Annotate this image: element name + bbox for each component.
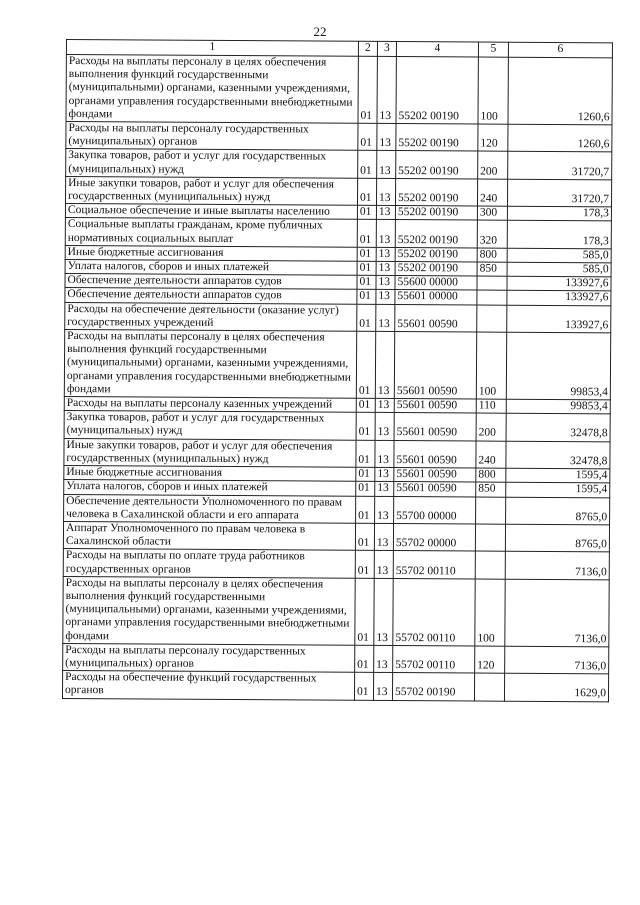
column-header: 5 xyxy=(478,42,508,57)
table-row xyxy=(66,122,612,153)
table-row xyxy=(64,438,610,469)
table-row xyxy=(63,643,609,674)
section-code-cell: 01 xyxy=(355,578,374,645)
expense-type-cell: 850 xyxy=(476,482,506,496)
budget-table xyxy=(62,39,613,702)
target-article-cell: 55202 00190 xyxy=(395,206,477,221)
expense-type-cell xyxy=(475,524,505,552)
target-article-cell: 55601 00590 xyxy=(394,332,476,400)
subsection-code-cell: 13 xyxy=(376,290,395,304)
table-row xyxy=(65,302,611,333)
expense-type-cell: 200 xyxy=(476,413,506,441)
column-header: 2 xyxy=(358,41,377,56)
row-name-cell: Обеспечение деятельности Уполномоченного по правам человека в Сахалинской области и его аппарата xyxy=(64,494,356,523)
row-name-cell: Аппарат Уполномоченного по правам человека в Сахалинской области xyxy=(63,521,355,550)
amount-cell: 1595,4 xyxy=(506,482,610,497)
table-row xyxy=(63,549,609,580)
target-article-cell: 55601 00590 xyxy=(395,304,477,332)
subsection-code-cell: 13 xyxy=(373,673,392,701)
expense-type-cell xyxy=(477,290,507,304)
target-article-cell: 55202 00190 xyxy=(395,247,477,262)
expense-type-cell: 800 xyxy=(476,468,506,482)
section-code-cell: 01 xyxy=(355,645,374,673)
subsection-code-cell: 13 xyxy=(377,151,396,179)
expense-type-cell xyxy=(474,673,504,701)
amount-cell: 99853,4 xyxy=(506,332,610,400)
target-article-cell: 55601 00590 xyxy=(394,482,476,497)
expense-type-cell: 100 xyxy=(475,579,505,646)
row-name-cell: Расходы на выплаты по оплате труда работников государственных органов xyxy=(63,549,355,578)
target-article-cell: 55202 00190 xyxy=(396,57,478,125)
table-row xyxy=(63,521,609,552)
expense-type-cell: 240 xyxy=(476,441,506,469)
subsection-code-cell: 13 xyxy=(376,178,395,206)
amount-cell: 7136,0 xyxy=(505,646,609,674)
row-name-cell: Уплата налогов, сборов и иных платежей xyxy=(64,480,356,496)
row-name-cell: Расходы на выплаты персоналу в целях обеспечения выполнения функций государственными (муниципальными) органами, казенными учреждениями, органами управления государственными внебюджетными фондами xyxy=(66,55,358,124)
subsection-code-cell: 13 xyxy=(375,467,394,481)
column-header: 4 xyxy=(396,42,478,58)
amount-cell: 31720,7 xyxy=(508,152,612,180)
target-article-cell: 55601 00000 xyxy=(395,290,477,305)
row-name-cell: Обеспечение деятельности аппаратов судов xyxy=(65,274,357,290)
section-code-cell: 01 xyxy=(357,304,376,332)
row-name-cell: Закупка товаров, работ и услуг для государственных (муниципальных) нужд xyxy=(66,149,358,178)
target-article-cell: 55601 00590 xyxy=(394,468,476,483)
expense-type-cell: 320 xyxy=(477,220,507,248)
subsection-code-cell: 13 xyxy=(375,413,394,441)
amount-cell: 1595,4 xyxy=(506,468,610,483)
section-code-cell: 01 xyxy=(355,523,374,551)
table-row xyxy=(64,411,610,442)
row-name-cell: Обеспечение деятельности аппаратов судов xyxy=(65,288,357,304)
row-name-cell: Расходы на выплаты персоналу в целях обеспечения выполнения функций государственными (муниципальными) органами, казенными учреждениями, органами управления государственными внебюджетными фондами xyxy=(63,576,355,645)
section-code-cell: 01 xyxy=(357,206,376,220)
subsection-code-cell: 13 xyxy=(375,398,394,412)
row-name-cell: Расходы на выплаты персоналу казенных учреждений xyxy=(64,397,356,413)
section-code-cell: 01 xyxy=(354,672,373,700)
subsection-code-cell: 13 xyxy=(376,304,395,332)
section-code-cell: 01 xyxy=(357,178,376,206)
column-header: 1 xyxy=(66,40,358,57)
row-name-cell: Закупка товаров, работ и услуг для государственных (муниципальных) нужд xyxy=(64,411,356,440)
target-article-cell: 55702 00110 xyxy=(393,578,475,646)
target-article-cell: 55601 00590 xyxy=(394,399,476,414)
subsection-code-cell: 13 xyxy=(376,220,395,248)
row-name-cell: Расходы на обеспечение деятельности (оказание услуг) государственных учреждений xyxy=(65,302,357,331)
section-code-cell: 01 xyxy=(356,482,375,496)
target-article-cell: 55202 00190 xyxy=(395,178,477,206)
expense-type-cell: 110 xyxy=(476,399,506,413)
section-code-cell: 01 xyxy=(358,123,377,151)
subsection-code-cell: 13 xyxy=(374,523,393,551)
table-row xyxy=(64,330,610,400)
target-article-cell: 55702 00190 xyxy=(392,673,474,701)
row-name-cell: Расходы на выплаты персоналу государственных (муниципальных) органов xyxy=(66,122,358,151)
row-name-cell: Иные закупки товаров, работ и услуг для обеспечения государственных (муниципальных) нужд xyxy=(64,438,356,467)
expense-type-cell xyxy=(475,551,505,579)
section-code-cell: 01 xyxy=(356,398,375,412)
row-name-cell: Социальные выплаты гражданам, кроме публичных нормативных социальных выплат xyxy=(65,218,357,247)
section-code-cell: 01 xyxy=(356,331,375,398)
section-code-cell: 01 xyxy=(356,413,375,441)
subsection-code-cell: 13 xyxy=(375,482,394,496)
row-name-cell: Иные бюджетные ассигнования xyxy=(64,466,356,482)
amount-cell: 99853,4 xyxy=(506,399,610,414)
target-article-cell: 55702 00110 xyxy=(393,645,475,673)
subsection-code-cell: 13 xyxy=(374,551,393,579)
amount-cell: 178,3 xyxy=(507,221,611,249)
subsection-code-cell: 13 xyxy=(374,578,393,645)
table-row xyxy=(63,576,609,646)
subsection-code-cell: 13 xyxy=(376,276,395,290)
subsection-code-cell: 13 xyxy=(376,247,395,261)
amount-cell: 7136,0 xyxy=(505,579,609,647)
budget-table-container xyxy=(62,39,612,702)
row-name-cell: Расходы на выплаты персоналу в целях обеспечения выполнения функций государственными (муниципальными) органами, казенными учреждениями, органами управления государственными внебюджетными фондами xyxy=(64,330,356,399)
amount-cell: 585,0 xyxy=(507,248,611,263)
expense-type-cell: 120 xyxy=(475,646,505,674)
section-code-cell: 01 xyxy=(356,496,375,524)
amount-cell: 7136,0 xyxy=(505,552,609,580)
expense-type-cell: 240 xyxy=(477,179,507,207)
row-name-cell: Расходы на обеспечение функций государственных органов xyxy=(62,671,354,700)
amount-cell: 1260,6 xyxy=(508,124,612,152)
subsection-code-cell: 13 xyxy=(375,440,394,468)
subsection-code-cell: 13 xyxy=(375,331,394,398)
subsection-code-cell: 13 xyxy=(376,261,395,275)
subsection-code-cell: 13 xyxy=(376,206,395,220)
amount-cell: 31720,7 xyxy=(507,179,611,207)
target-article-cell: 55202 00190 xyxy=(396,124,478,152)
section-code-cell: 01 xyxy=(358,56,377,123)
column-header: 3 xyxy=(377,41,396,56)
target-article-cell: 55700 00000 xyxy=(394,496,476,524)
expense-type-cell: 850 xyxy=(477,262,507,276)
target-article-cell: 55202 00190 xyxy=(395,220,477,248)
expense-type-cell xyxy=(477,276,507,290)
amount-cell: 32478,8 xyxy=(506,413,610,441)
table-row xyxy=(65,218,611,249)
amount-cell: 133927,6 xyxy=(507,276,611,291)
section-code-cell: 01 xyxy=(357,247,376,261)
section-code-cell: 01 xyxy=(358,151,377,179)
subsection-code-cell: 13 xyxy=(374,645,393,673)
amount-cell: 585,0 xyxy=(507,262,611,277)
amount-cell: 8765,0 xyxy=(506,497,610,525)
row-name-cell: Социальное обеспечение и иные выплаты населению xyxy=(65,204,357,220)
table-row xyxy=(66,149,612,180)
section-code-cell: 01 xyxy=(357,220,376,248)
expense-type-cell: 300 xyxy=(477,206,507,220)
row-name-cell: Уплата налогов, сборов и иных платежей xyxy=(65,260,357,276)
expense-type-cell: 800 xyxy=(477,248,507,262)
section-code-cell: 01 xyxy=(357,276,376,290)
subsection-code-cell: 13 xyxy=(377,56,396,123)
table-row xyxy=(64,494,610,525)
subsection-code-cell: 13 xyxy=(375,496,394,524)
amount-cell: 32478,8 xyxy=(506,441,610,469)
row-name-cell: Иные бюджетные ассигнования xyxy=(65,245,357,261)
section-code-cell: 01 xyxy=(356,467,375,481)
row-name-cell: Расходы на выплаты персоналу государственных (муниципальных) органов xyxy=(63,643,355,672)
amount-cell: 133927,6 xyxy=(507,305,611,333)
expense-type-cell xyxy=(476,497,506,525)
section-code-cell: 01 xyxy=(357,261,376,275)
expense-type-cell: 100 xyxy=(478,57,508,124)
table-row xyxy=(62,671,608,702)
expense-type-cell: 120 xyxy=(478,124,508,152)
subsection-code-cell: 13 xyxy=(377,123,396,151)
amount-cell: 8765,0 xyxy=(505,524,609,552)
expense-type-cell: 200 xyxy=(478,151,508,179)
amount-cell: 1629,0 xyxy=(504,673,608,701)
expense-type-cell xyxy=(477,305,507,333)
target-article-cell: 55702 00000 xyxy=(393,523,475,551)
amount-cell: 133927,6 xyxy=(507,291,611,306)
table-row xyxy=(66,55,612,125)
target-article-cell: 55202 00190 xyxy=(396,151,478,179)
page-number: 22 xyxy=(313,24,327,39)
target-article-cell: 55601 00590 xyxy=(394,413,476,441)
amount-cell: 178,3 xyxy=(507,206,611,221)
target-article-cell: 55202 00190 xyxy=(395,262,477,277)
table-row xyxy=(65,176,611,207)
section-code-cell: 01 xyxy=(355,551,374,579)
target-article-cell: 55601 00590 xyxy=(394,440,476,468)
target-article-cell: 55702 00110 xyxy=(393,551,475,579)
column-header: 6 xyxy=(508,42,612,58)
section-code-cell: 01 xyxy=(356,440,375,468)
row-name-cell: Иные закупки товаров, работ и услуг для обеспечения государственных (муниципальных) нужд xyxy=(65,176,357,205)
amount-cell: 1260,6 xyxy=(508,57,612,125)
expense-type-cell: 100 xyxy=(476,332,506,399)
section-code-cell: 01 xyxy=(357,290,376,304)
target-article-cell: 55600 00000 xyxy=(395,276,477,291)
